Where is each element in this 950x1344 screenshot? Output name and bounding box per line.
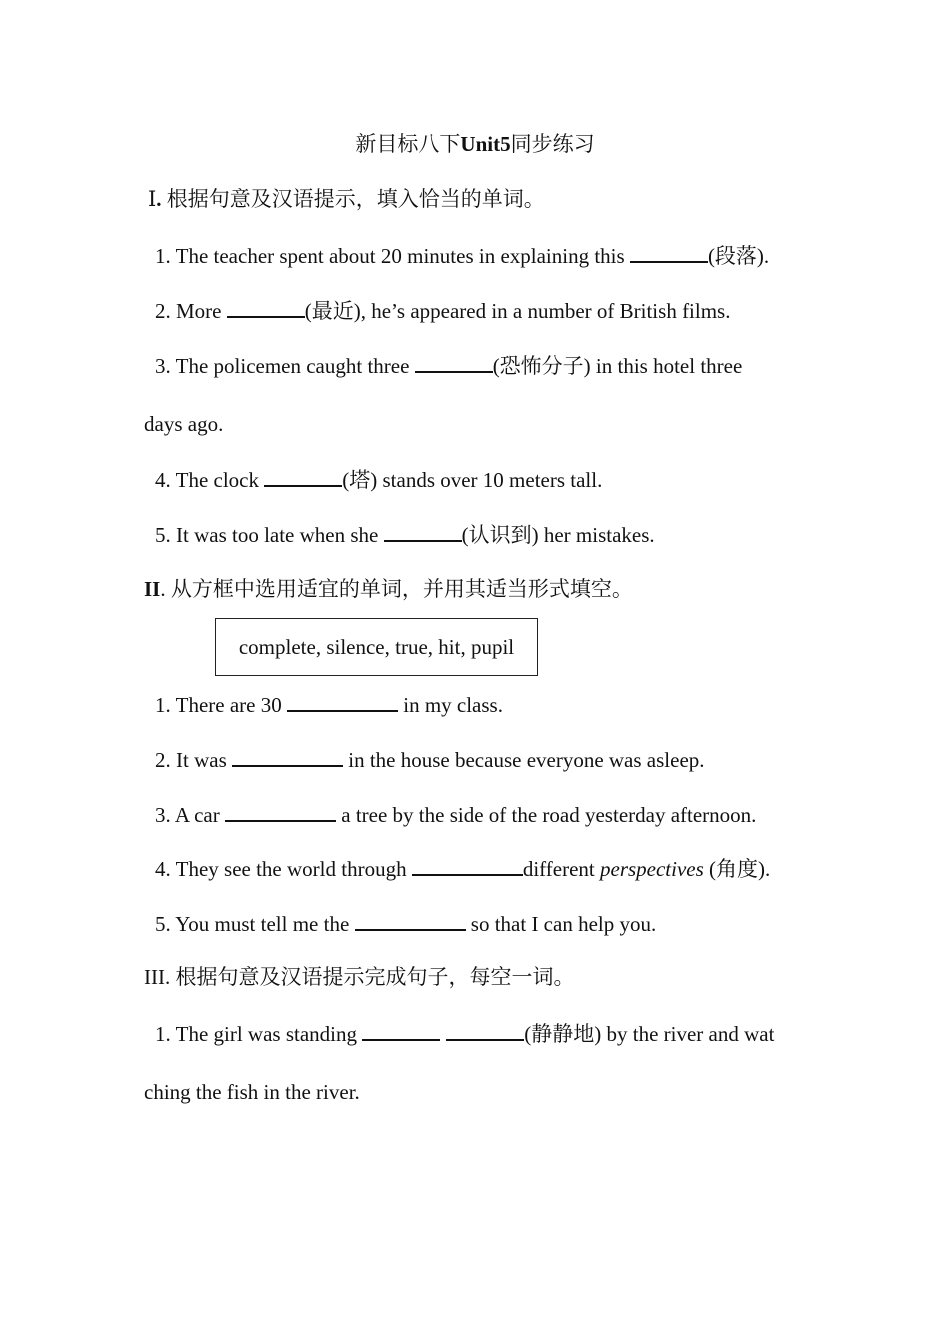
question-number: 1. [155,1022,171,1046]
question-hint: (最近), he’s appeared in a number of British films. [304,299,731,323]
question-text: It was too late when she [176,523,384,547]
question-number: 5. [155,912,171,936]
question-number: 5. [155,523,171,547]
answer-blank[interactable] [232,747,343,767]
question-text-after: different [522,857,600,881]
question-text: There are 30 [175,693,287,717]
title-suffix: 同步练习 [510,132,595,156]
section-1-number: Ⅰ [148,187,157,211]
question-text: The policemen caught three [175,354,415,378]
question-hint: (角度). [703,857,771,881]
answer-blank[interactable] [630,243,708,263]
question-number: 2. [155,748,171,772]
question-2-1 [155,692,503,717]
question-text-after: so that I can help you. [465,912,657,936]
question-text: A car [174,803,225,827]
question-2-4 [155,856,770,881]
question-number: 3. [155,354,171,378]
question-number: 3. [155,803,171,827]
question-2-3 [155,802,756,827]
answer-blank[interactable] [227,298,305,318]
answer-blank-2[interactable] [446,1021,524,1041]
question-number: 4. [155,857,171,881]
section-2-dot: . [160,577,166,601]
page-title [0,132,950,156]
question-1-1 [155,243,769,268]
title-unit: Unit5 [460,132,511,156]
question-text-after: in the house because everyone was asleep. [343,748,705,772]
question-hint: (恐怖分子) in this hotel three [492,354,743,378]
question-text: You must tell me the [175,912,355,936]
section-2-instruction: 从方框中选用适宜的单词，并用其适当形式填空。 [170,577,633,601]
question-1-4 [155,467,602,492]
answer-blank[interactable] [287,692,398,712]
title-prefix: 新目标八下 [355,132,461,156]
question-2-5 [155,911,656,936]
question-2-2 [155,747,705,772]
question-hint: (认识到) her mistakes. [461,523,655,547]
answer-blank[interactable] [415,353,493,373]
question-3-1 [155,1021,774,1046]
question-1-2 [155,298,730,323]
question-text: The girl was standing [175,1022,363,1046]
question-text-after: in my class. [397,693,503,717]
question-text: They see the world through [175,857,412,881]
question-number: 2. [155,299,171,323]
question-1-3 [155,353,742,378]
question-hint: (段落). [707,244,770,268]
answer-blank-1[interactable] [362,1021,440,1041]
question-hint: (塔) stands over 10 meters tall. [342,468,603,492]
question-text: It was [176,748,232,772]
word-bank-box [215,618,538,676]
question-1-3-continued: days ago. [144,412,224,436]
question-text: The clock [175,468,265,492]
answer-blank[interactable] [264,467,342,487]
section-1-instruction: 根据句意及汉语提示，填入恰当的单词。 [166,187,545,211]
section-2-heading [144,577,633,601]
section-1-dot: . [156,187,162,211]
question-1-5 [155,522,655,547]
italic-word: perspectives [600,857,704,881]
question-text: More [176,299,227,323]
answer-blank[interactable] [384,522,462,542]
question-number: 1. [155,693,171,717]
question-3-1-continued: ching the fish in the river. [144,1080,360,1104]
answer-blank[interactable] [355,911,466,931]
section-1-heading [148,187,545,211]
answer-blank[interactable] [225,802,336,822]
answer-blank[interactable] [412,856,523,876]
word-bank-text: complete, silence, true, hit, pupil [238,634,515,659]
question-number: 1. [155,244,171,268]
question-text: The teacher spent about 20 minutes in explaining this [175,244,630,268]
section-3-heading: III. 根据句意及汉语提示完成句子，每空一词。 [144,965,575,989]
question-hint: (静静地) by the river and wat [524,1022,775,1046]
section-2-number: II [144,577,161,601]
question-number: 4. [155,468,171,492]
question-text-after: a tree by the side of the road yesterday afternoon. [336,803,757,827]
